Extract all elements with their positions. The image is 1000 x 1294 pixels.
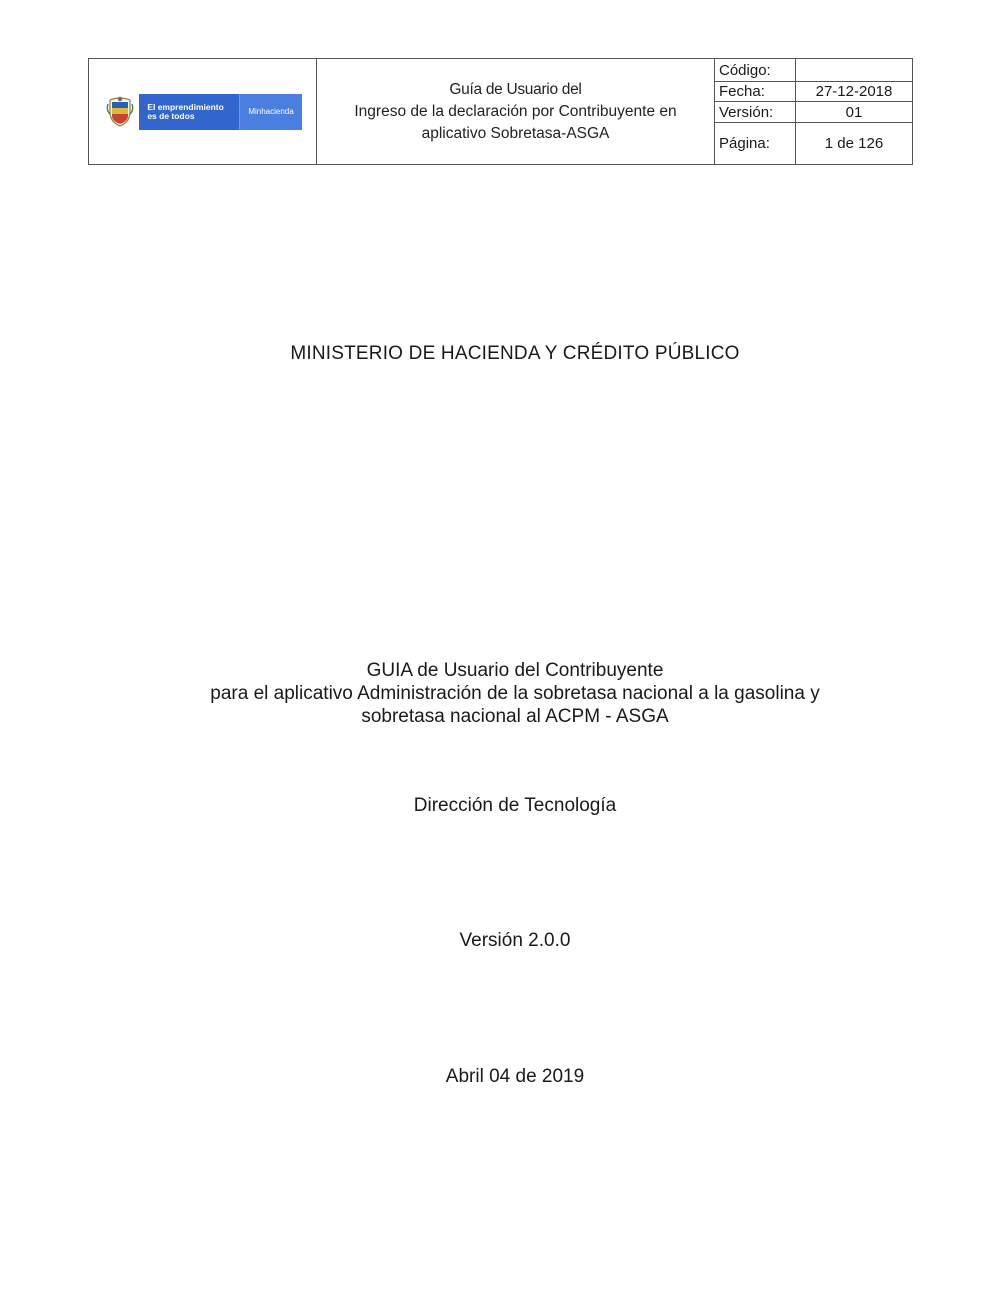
document-version: Versión 2.0.0 xyxy=(459,930,571,951)
department-name: Dirección de Tecnología xyxy=(413,795,617,816)
document-header-table xyxy=(88,58,913,165)
fecha-label: Fecha: xyxy=(715,82,796,101)
fecha-value: 27-12-2018 xyxy=(815,83,893,100)
guide-title-line-3: sobretasa nacional al ACPM - ASGA xyxy=(361,706,669,727)
pagina-label: Página: xyxy=(715,123,796,164)
header-title-cell xyxy=(317,59,715,164)
colombia-coat-of-arms-icon xyxy=(103,94,137,130)
logo-band xyxy=(139,94,301,130)
meta-row-fecha xyxy=(715,82,912,102)
header-title-line-1: Guía de Usuario del xyxy=(449,80,582,98)
guide-title-line-2: para el aplicativo Administración de la sobretasa nacional a la gasolina y xyxy=(210,683,820,704)
codigo-label: Código: xyxy=(715,59,796,81)
version-label: Versión: xyxy=(715,102,796,122)
logo-ministry-name: Minhacienda xyxy=(239,94,301,130)
institution-logo xyxy=(103,93,301,131)
meta-row-pagina xyxy=(715,123,912,164)
document-date: Abril 04 de 2019 xyxy=(445,1066,585,1087)
header-logo-cell xyxy=(89,59,317,164)
header-title-line-3: aplicativo Sobretasa-ASGA xyxy=(421,124,610,142)
pagina-value: 1 de 126 xyxy=(824,135,884,152)
header-meta-cell xyxy=(715,59,912,164)
guide-title-line-1: GUIA de Usuario del Contribuyente xyxy=(366,660,664,681)
version-value: 01 xyxy=(845,103,863,121)
meta-row-version xyxy=(715,102,912,123)
header-title-line-2: Ingreso de la declaración por Contribuyente en xyxy=(354,102,677,120)
codigo-value xyxy=(796,59,912,81)
meta-row-codigo xyxy=(715,59,912,82)
ministry-heading: MINISTERIO DE HACIENDA Y CRÉDITO PÚBLICO xyxy=(290,343,740,364)
logo-slogan: El emprendimiento es de todos xyxy=(147,101,224,121)
guide-title-block xyxy=(0,659,1000,728)
